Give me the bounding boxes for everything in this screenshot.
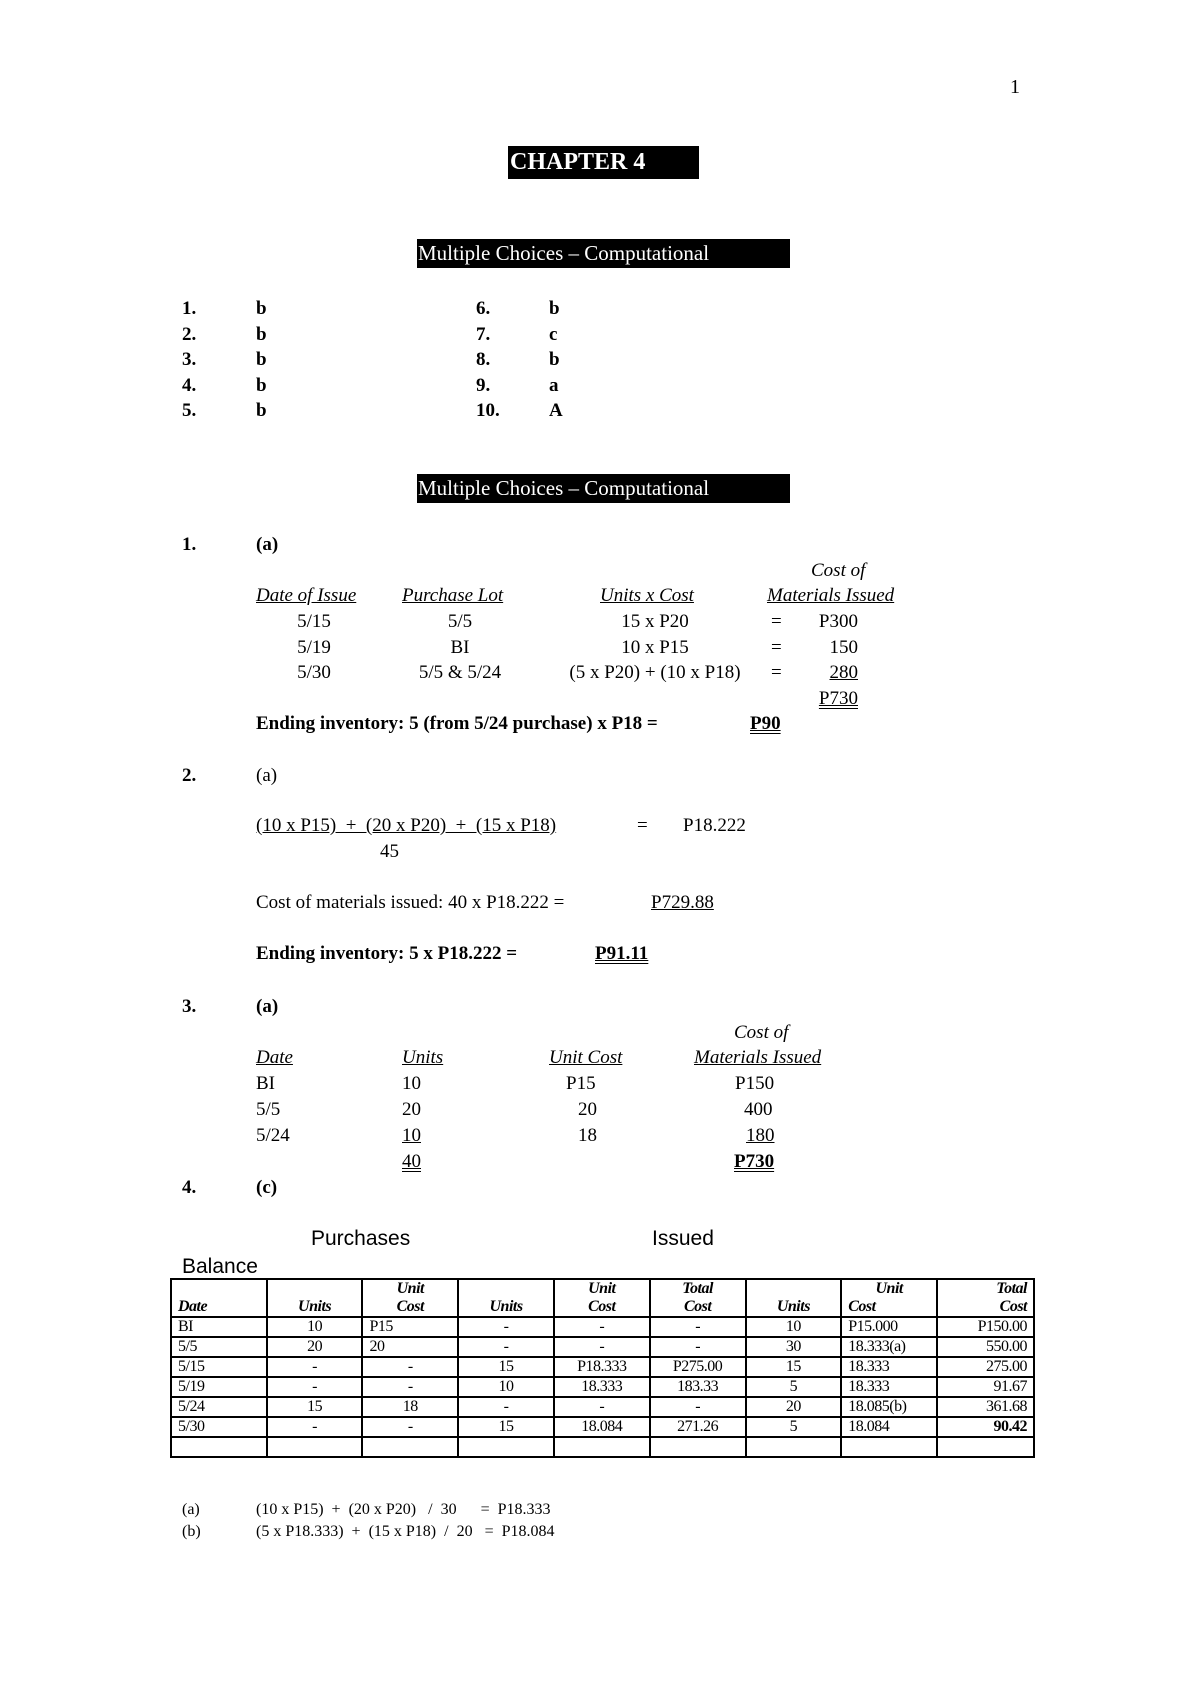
units-x-cost: 15 x P20 xyxy=(621,611,689,632)
cell-issued-units: 10 xyxy=(458,1377,554,1397)
cell-issued-unit-cost: P18.333 xyxy=(554,1357,650,1377)
row-units: 10 xyxy=(402,1125,421,1146)
table-row xyxy=(171,1377,1034,1397)
units-x-cost: 10 x P15 xyxy=(621,637,689,658)
answer-letter: b xyxy=(256,324,267,345)
table-header-cell: Cost xyxy=(554,1298,650,1317)
cell-purchase-units: 20 xyxy=(267,1337,363,1357)
cell-purchase-units: - xyxy=(267,1417,363,1437)
answer-number: 6. xyxy=(476,298,491,319)
cell-balance-total: 361.68 xyxy=(937,1397,1034,1417)
answer-number: 2. xyxy=(182,324,197,345)
total-amount: P730 xyxy=(818,688,858,709)
cell-date: 5/19 xyxy=(171,1377,267,1397)
note-text: (5 x P18.333) + (15 x P18) / 20 = P18.084 xyxy=(256,1523,555,1540)
answer-number: 3. xyxy=(182,349,197,370)
table-row xyxy=(171,1437,1034,1457)
row-unit-cost: 20 xyxy=(578,1099,597,1120)
cell-purchase-unit-cost: - xyxy=(362,1377,458,1397)
answer-number: 7. xyxy=(476,324,491,345)
note-label: (a) xyxy=(182,1501,200,1518)
cell-balance-units: 30 xyxy=(746,1337,842,1357)
answer-letter: b xyxy=(256,349,267,370)
header-unit-cost: Unit Cost xyxy=(549,1047,623,1068)
table-header-cell xyxy=(171,1279,267,1298)
cell-issued-total: 183.33 xyxy=(650,1377,746,1397)
cell-issued-total: P275.00 xyxy=(650,1357,746,1377)
cell-purchase-units: - xyxy=(267,1377,363,1397)
issue-date: 5/30 xyxy=(297,662,331,683)
issue-date: 5/19 xyxy=(297,637,331,658)
cell-balance-unit-cost: 18.085(b) xyxy=(841,1397,937,1417)
row-units: 20 xyxy=(402,1099,421,1120)
table-header-cell: Total xyxy=(650,1279,746,1298)
row-date: 5/24 xyxy=(256,1125,290,1146)
cell-issued-units: 15 xyxy=(458,1417,554,1437)
cell-empty xyxy=(650,1437,746,1457)
cell-issued-unit-cost: - xyxy=(554,1397,650,1417)
formula-denominator: 45 xyxy=(380,841,399,862)
section-title: Multiple Choices – Computational xyxy=(417,474,790,503)
problem-number: 1. xyxy=(182,534,197,555)
table-header-cell: Units xyxy=(746,1298,842,1317)
chapter-title: CHAPTER 4 xyxy=(508,146,699,179)
answer-letter: b xyxy=(549,298,560,319)
cell-empty xyxy=(841,1437,937,1457)
header-purchase-lot: Purchase Lot xyxy=(402,585,504,606)
cell-empty xyxy=(746,1437,842,1457)
header-materials-issued: Materials Issued xyxy=(694,1047,822,1068)
purchase-lot: 5/5 xyxy=(447,611,473,632)
cell-purchase-units: 10 xyxy=(267,1317,363,1337)
cell-balance-total: 275.00 xyxy=(937,1357,1034,1377)
answer-number: 5. xyxy=(182,400,197,421)
answer-number: 8. xyxy=(476,349,491,370)
cell-balance-unit-cost: 18.333 xyxy=(841,1377,937,1397)
cell-balance-units: 5 xyxy=(746,1377,842,1397)
problem-number: 3. xyxy=(182,996,197,1017)
column-group-purchases: Purchases xyxy=(311,1227,411,1250)
table-header-cell: Unit xyxy=(841,1279,937,1298)
cost-issued-value: P729.88 xyxy=(651,892,714,913)
cell-empty xyxy=(362,1437,458,1457)
cell-date: 5/15 xyxy=(171,1357,267,1377)
cell-balance-unit-cost: 18.084 xyxy=(841,1417,937,1437)
answer-number: 9. xyxy=(476,375,491,396)
purchase-lot: BI xyxy=(450,637,470,658)
header-units: Units xyxy=(402,1047,444,1068)
problem-choice: (a) xyxy=(256,534,279,555)
header-cost-of: Cost of xyxy=(734,1022,789,1043)
row-unit-cost: P15 xyxy=(566,1073,596,1094)
cell-balance-units: 20 xyxy=(746,1397,842,1417)
answer-letter: b xyxy=(549,349,560,370)
cell-date: 5/30 xyxy=(171,1417,267,1437)
amount: P300 xyxy=(818,611,858,632)
answer-letter: b xyxy=(256,298,267,319)
cell-balance-units: 5 xyxy=(746,1417,842,1437)
cell-purchase-units: - xyxy=(267,1357,363,1377)
problem-number: 4. xyxy=(182,1177,197,1198)
page-number: 1 xyxy=(1010,76,1020,98)
table-header-cell: Cost xyxy=(650,1298,746,1317)
ending-inventory-label: Ending inventory: 5 (from 5/24 purchase) x P18 = xyxy=(256,713,658,734)
cell-purchase-unit-cost: P15 xyxy=(362,1317,458,1337)
equals-sign: = xyxy=(771,662,782,683)
answer-number: 10. xyxy=(476,400,500,421)
header-date-of-issue: Date of Issue xyxy=(256,585,357,606)
cell-issued-units: - xyxy=(458,1397,554,1417)
answer-number: 1. xyxy=(182,298,197,319)
perpetual-ledger-table xyxy=(170,1278,1035,1458)
row-date: 5/5 xyxy=(256,1099,281,1120)
table-header-row xyxy=(171,1298,1034,1317)
row-amount: 180 xyxy=(746,1125,775,1146)
problem-choice: (c) xyxy=(256,1177,278,1198)
cell-issued-total: - xyxy=(650,1397,746,1417)
cell-purchase-unit-cost: 20 xyxy=(362,1337,458,1357)
cell-issued-unit-cost: 18.084 xyxy=(554,1417,650,1437)
equals-sign: = xyxy=(771,637,782,658)
cell-issued-units: 15 xyxy=(458,1357,554,1377)
table-header-cell: Cost xyxy=(841,1298,937,1317)
formula-result: P18.222 xyxy=(683,815,746,836)
cell-balance-unit-cost: 18.333 xyxy=(841,1357,937,1377)
cell-purchase-unit-cost: - xyxy=(362,1417,458,1437)
cell-balance-units: 15 xyxy=(746,1357,842,1377)
answer-letter: A xyxy=(549,400,563,421)
table-header-cell: Cost xyxy=(937,1298,1034,1317)
cell-date: 5/5 xyxy=(171,1337,267,1357)
answer-letter: b xyxy=(256,400,267,421)
row-date: BI xyxy=(256,1073,275,1094)
table-header-cell: Cost xyxy=(362,1298,458,1317)
answer-number: 4. xyxy=(182,375,197,396)
section-title: Multiple Choices – Computational xyxy=(417,239,790,268)
amount: 280 xyxy=(829,662,858,683)
note-label: (b) xyxy=(182,1523,201,1540)
answer-letter: a xyxy=(549,375,559,396)
table-header-cell xyxy=(267,1279,363,1298)
cell-purchase-units: 15 xyxy=(267,1397,363,1417)
column-group-balance: Balance xyxy=(182,1255,258,1278)
total-amount: P730 xyxy=(734,1151,775,1172)
table-header-cell: Units xyxy=(267,1298,363,1317)
cell-balance-total: 91.67 xyxy=(937,1377,1034,1397)
answer-letter: b xyxy=(256,375,267,396)
cell-empty xyxy=(458,1437,554,1457)
cell-issued-total: - xyxy=(650,1337,746,1357)
amount: 150 xyxy=(829,637,858,658)
cell-date: 5/24 xyxy=(171,1397,267,1417)
ending-inventory-label: Ending inventory: 5 x P18.222 = xyxy=(256,943,518,964)
note-text: (10 x P15) + (20 x P20) / 30 = P18.333 xyxy=(256,1501,551,1518)
cell-issued-unit-cost: - xyxy=(554,1337,650,1357)
units-x-cost: (5 x P20) + (10 x P18) xyxy=(569,662,741,683)
cell-issued-units: - xyxy=(458,1337,554,1357)
table-row xyxy=(171,1357,1034,1377)
table-header-cell xyxy=(746,1279,842,1298)
ending-inventory-value: P90 xyxy=(750,713,781,734)
table-row xyxy=(171,1417,1034,1437)
cell-balance-unit-cost: P15.000 xyxy=(841,1317,937,1337)
cell-empty xyxy=(937,1437,1034,1457)
formula-numerator: (10 x P15) + (20 x P20) + (15 x P18) xyxy=(256,815,557,836)
table-row xyxy=(171,1317,1034,1337)
table-header-cell: Unit xyxy=(362,1279,458,1298)
table-header-cell: Unit xyxy=(554,1279,650,1298)
table-header-cell: Units xyxy=(458,1298,554,1317)
column-group-issued: Issued xyxy=(652,1227,714,1250)
cell-empty xyxy=(171,1437,267,1457)
row-units: 10 xyxy=(402,1073,421,1094)
cell-balance-total: 550.00 xyxy=(937,1337,1034,1357)
row-unit-cost: 18 xyxy=(578,1125,597,1146)
problem-choice: (a) xyxy=(256,996,279,1017)
cell-issued-unit-cost: 18.333 xyxy=(554,1377,650,1397)
table-row xyxy=(171,1397,1034,1417)
cell-balance-total: P150.00 xyxy=(937,1317,1034,1337)
cost-issued-label: Cost of materials issued: 40 x P18.222 = xyxy=(256,892,565,913)
problem-choice: (a) xyxy=(256,765,278,786)
purchase-lot: 5/5 & 5/24 xyxy=(418,662,502,683)
table-header-cell: Total xyxy=(937,1279,1034,1298)
total-units: 40 xyxy=(402,1151,421,1172)
header-cost-of: Cost of xyxy=(811,560,866,581)
table-row xyxy=(171,1337,1034,1357)
issue-date: 5/15 xyxy=(297,611,331,632)
cell-empty xyxy=(554,1437,650,1457)
row-amount: 400 xyxy=(744,1099,773,1120)
header-date: Date xyxy=(256,1047,293,1068)
cell-date: BI xyxy=(171,1317,267,1337)
cell-issued-unit-cost: - xyxy=(554,1317,650,1337)
cell-issued-total: 271.26 xyxy=(650,1417,746,1437)
cell-purchase-unit-cost: 18 xyxy=(362,1397,458,1417)
ending-inventory-value: P91.11 xyxy=(595,943,649,964)
problem-number: 2. xyxy=(182,765,197,786)
cell-balance-total: 90.42 xyxy=(937,1417,1034,1437)
cell-empty xyxy=(267,1437,363,1457)
cell-balance-unit-cost: 18.333(a) xyxy=(841,1337,937,1357)
header-materials-issued: Materials Issued xyxy=(767,585,895,606)
table-header-row xyxy=(171,1279,1034,1298)
cell-issued-units: - xyxy=(458,1317,554,1337)
cell-balance-units: 10 xyxy=(746,1317,842,1337)
equals-sign: = xyxy=(771,611,782,632)
cell-issued-total: - xyxy=(650,1317,746,1337)
row-amount: P150 xyxy=(735,1073,775,1094)
cell-purchase-unit-cost: - xyxy=(362,1357,458,1377)
equals-sign: = xyxy=(637,815,648,836)
answer-letter: c xyxy=(549,324,558,345)
header-units-x-cost: Units x Cost xyxy=(600,585,694,606)
table-header-cell xyxy=(458,1279,554,1298)
table-header-cell: Date xyxy=(171,1298,267,1317)
